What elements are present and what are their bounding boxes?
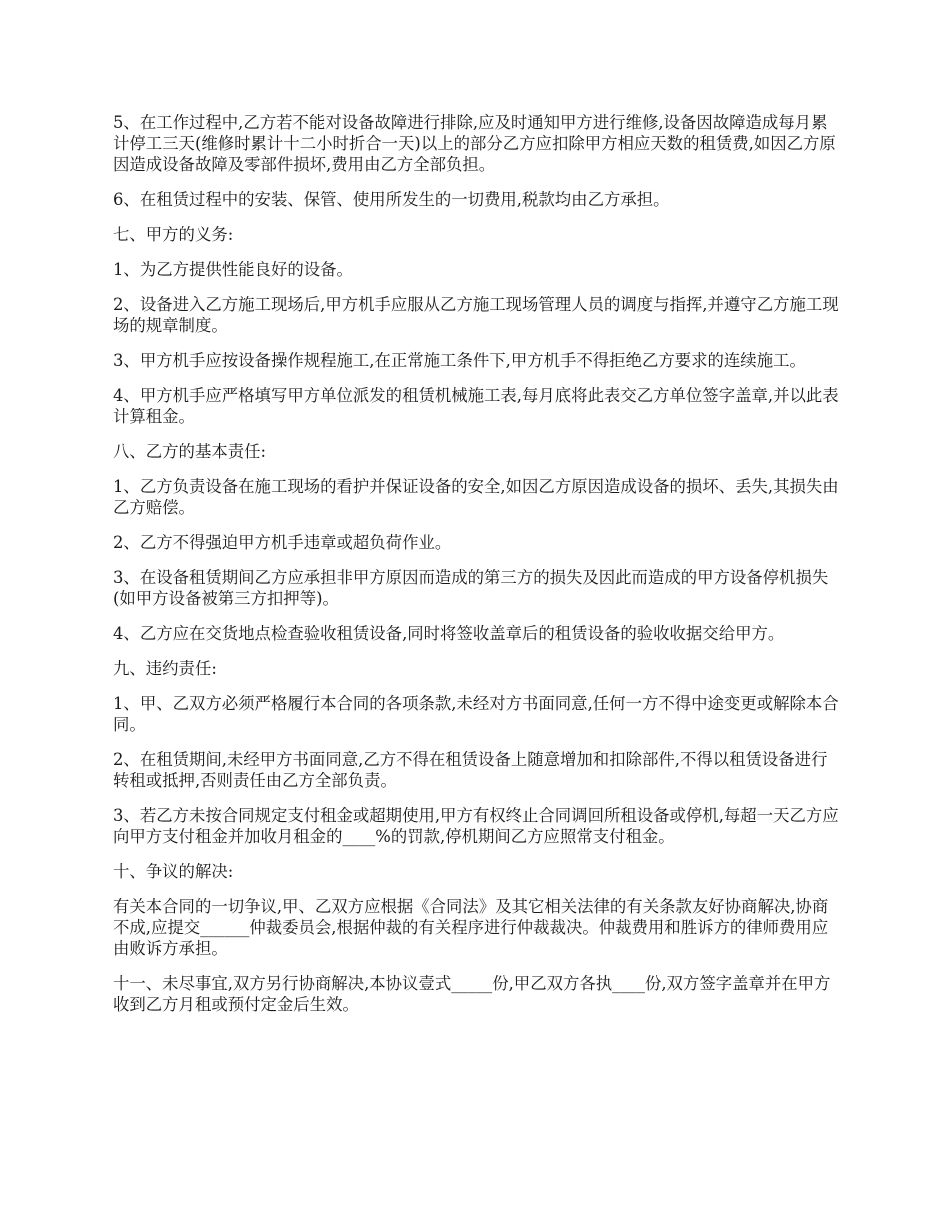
breach-clause-1: 1、甲、乙双方必须严格履行本合同的各项条款,未经对方书面同意,任何一方不得中途变更或解除本合同。 xyxy=(113,694,839,734)
party-a-clause-4: 4、甲方机手应严格填写甲方单位派发的租赁机械施工表,每月底将此表交乙方单位签字盖章,并以此表计算租金。 xyxy=(113,386,839,426)
party-a-clause-3: 3、甲方机手应按设备操作规程施工,在正常施工条件下,甲方机手不得拒绝乙方要求的连续施工。 xyxy=(113,351,806,370)
section-heading-party-a-obligations: 七、甲方的义务: xyxy=(113,225,234,244)
clause-11-miscellaneous: 十一、未尽事宜,双方另行协商解决,本协议壹式_____份,甲乙双方各执____份,双方签字盖章并在甲方收到乙方月租或预付定金后生效。 xyxy=(113,974,831,1014)
party-b-clause-3: 3、在设备租赁期间乙方应承担非甲方原因而造成的第三方的损失及因此而造成的甲方设备停机损失(如甲方设备被第三方扣押等)。 xyxy=(113,568,829,608)
section-heading-breach-liability: 九、违约责任: xyxy=(113,659,217,678)
party-a-clause-2: 2、设备进入乙方施工现场后,甲方机手应服从乙方施工现场管理人员的调度与指挥,并遵守乙方施工现场的规章制度。 xyxy=(113,295,839,335)
breach-clause-2: 2、在租赁期间,未经甲方书面同意,乙方不得在租赁设备上随意增加和扣除部件,不得以租赁设备进行转租或抵押,否则责任由乙方全部负责。 xyxy=(113,750,828,790)
dispute-resolution-text: 有关本合同的一切争议,甲、乙双方应根据《合同法》及其它相关法律的有关条款友好协商解决,协商不成,应提交______仲裁委员会,根据仲裁的有关程序进行仲裁裁决。仲裁费用和胜诉方的律师费用应由败诉方承担。 xyxy=(113,897,829,958)
party-b-clause-2: 2、乙方不得强迫甲方机手违章或超负荷作业。 xyxy=(113,533,452,552)
party-a-clause-1: 1、为乙方提供性能良好的设备。 xyxy=(113,260,353,279)
breach-clause-3: 3、若乙方未按合同规定支付租金或超期使用,甲方有权终止合同调回所租设备或停机,每超一天乙方应向甲方支付租金并加收月租金的____%的罚款,停机期间乙方应照常支付租金。 xyxy=(113,806,839,846)
section-heading-party-b-responsibilities: 八、乙方的基本责任: xyxy=(113,442,267,461)
document-body xyxy=(113,112,843,1029)
party-b-clause-4: 4、乙方应在交货地点检查验收租赁设备,同时将签收盖章后的租赁设备的验收收据交给甲方。 xyxy=(113,624,785,643)
section-heading-dispute-resolution: 十、争议的解决: xyxy=(113,862,234,881)
party-b-clause-1: 1、乙方负责设备在施工现场的看护并保证设备的安全,如因乙方原因造成设备的损坏、丢失,其损失由乙方赔偿。 xyxy=(113,477,839,517)
clause-6-costs: 6、在租赁过程中的安装、保管、使用所发生的一切费用,税款均由乙方承担。 xyxy=(113,190,670,209)
clause-5-equipment-failure: 5、在工作过程中,乙方若不能对设备故障进行排除,应及时通知甲方进行维修,设备因故障造成每月累计停工三天(维修时累计十二小时折合一天)以上的部分乙方应扣除甲方相应天数的租赁费,如因乙方原因造成设备故障及零部件损坏,费用由乙方全部负担。 xyxy=(113,113,836,174)
